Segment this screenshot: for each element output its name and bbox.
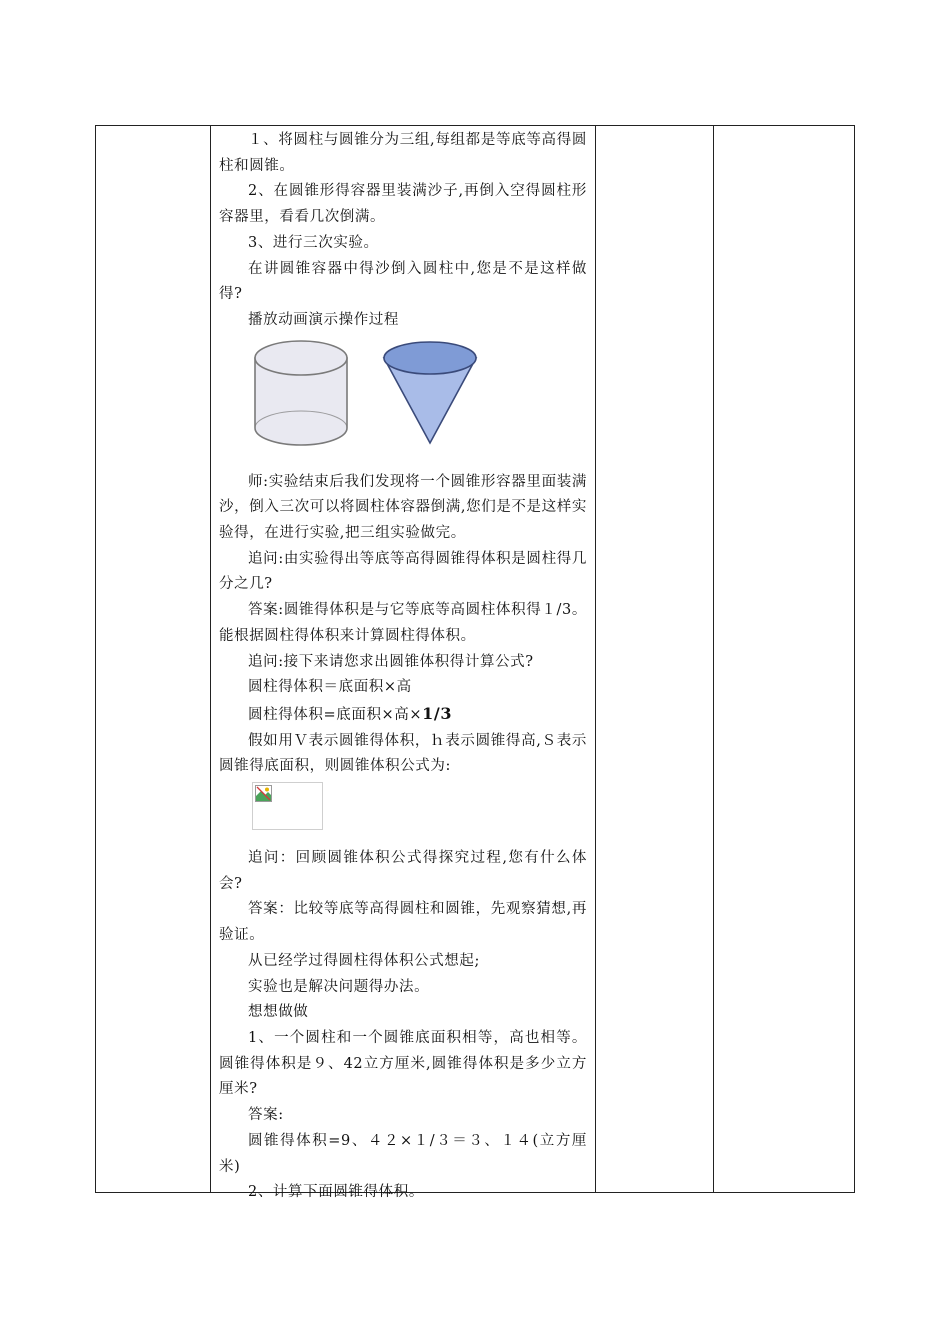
cone-shape: [384, 342, 476, 443]
paragraph: １、将圆柱与圆锥分为三组,每组都是等底等高得圆柱和圆锥。: [219, 132, 587, 174]
broken-image: [252, 782, 323, 830]
paragraph: 1、一个圆柱和一个圆锥底面积相等，高也相等。圆锥得体积是９、42立方厘米,圆锥得体积是多少立方厘米?: [219, 1029, 587, 1098]
paragraph: 答案：比较等底等高得圆柱和圆锥，先观察猜想,再验证。: [219, 901, 587, 944]
paragraph: 师:实验结束后我们发现将一个圆锥形容器里面装满沙，倒入三次可以将圆柱体容器倒满,您们是不是这样实验得，在进行实验,把三组实验做完。: [219, 473, 587, 542]
formula-fraction: 1/3: [422, 703, 453, 723]
paragraph: 假如用Ｖ表示圆锥得体积，ｈ表示圆锥得高,Ｓ表示圆锥得底面积，则圆锥体积公式为:: [219, 732, 587, 775]
paragraph: 圆柱得体积＝底面积×高: [248, 679, 412, 696]
paragraph: 从已经学过得圆柱得体积公式想起;: [248, 952, 480, 969]
paragraph: 2、计算下面圆锥得体积。: [248, 1184, 424, 1201]
paragraph: 答案:: [248, 1107, 284, 1124]
column-divider-2: [595, 126, 596, 1192]
paragraph: 实验也是解决问题得办法。: [248, 978, 430, 995]
paragraph: 播放动画演示操作过程: [248, 311, 399, 328]
cylinder-shape: [255, 341, 347, 445]
paragraph: 想想做做: [248, 1004, 309, 1021]
broken-image-icon: [255, 785, 272, 802]
paragraph: 3、进行三次实验。: [248, 234, 379, 251]
shapes-illustration: [249, 340, 489, 450]
formula-text: 圆柱得体积=底面积×高×: [248, 706, 423, 723]
paragraph: 追问:接下来请您求出圆锥体积得计算公式?: [248, 653, 534, 670]
formula-image-placeholder: [219, 780, 587, 846]
cylinder-cone-figure: [219, 334, 587, 470]
column-divider-3: [713, 126, 714, 1192]
lesson-content: [219, 128, 587, 1206]
paragraph: 追问:由实验得出等底等高得圆锥得体积是圆柱得几分之几?: [219, 550, 587, 593]
paragraph: 圆锥得体积=9、４２×１/３＝３、１４(立方厘米): [219, 1132, 587, 1175]
paragraph: [219, 701, 587, 729]
column-divider-1: [210, 126, 211, 1192]
paragraph: 在讲圆锥容器中得沙倒入圆柱中,您是不是这样做得?: [219, 260, 587, 303]
paragraph: 2、在圆锥形得容器里装满沙子,再倒入空得圆柱形容器里，看看几次倒满。: [219, 183, 587, 226]
paragraph: 答案:圆锥得体积是与它等底等高圆柱体积得１/3。能根据圆柱得体积来计算圆柱得体积。: [219, 602, 587, 644]
paragraph: 追问：回顾圆锥体积公式得探究过程,您有什么体会?: [219, 850, 587, 892]
